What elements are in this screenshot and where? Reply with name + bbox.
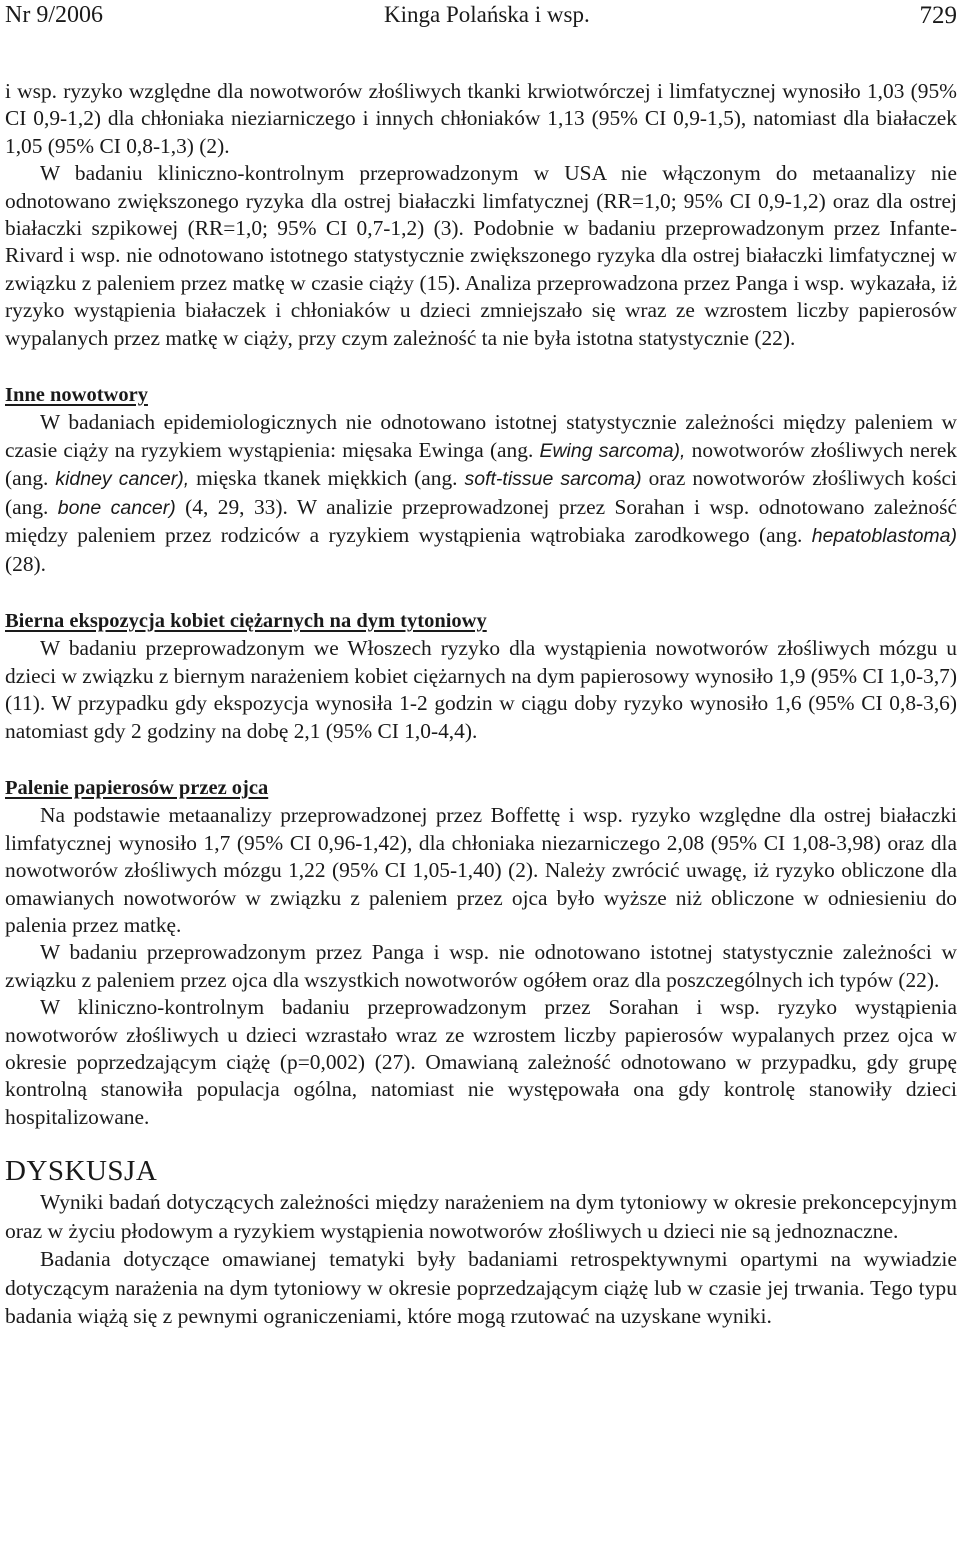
section-heading-bierna-ekspozycja: Bierna ekspozycja kobiet ciężarnych na dym tytoniowy (5, 609, 487, 632)
text-segment: (4, 29, 33). W analizie przeprowadzonej przez Sorahan i wsp. odnotowano zależność między paleniem przez rodziców a ryzykiem wystąpienia wątrobiaka zarodkowego (ang. (5, 494, 957, 548)
paragraph-continuation: i wsp. ryzyko względne dla nowotworów złośliwych tkanki krwiotwórczej i limfatycznej wynosiło 1,03 (95% CI 0,9-1,2) dla chłoniaka nieziarniczego i innych chłoniaków 1,13 (95% CI 0,9-1,5), natomiast dla białaczek 1,05 (95% CI 0,8-1,3) (2). (5, 79, 957, 158)
paragraph-bierna-ekspozycja: W badaniu przeprowadzonym we Włoszech ryzyko dla wystąpienia nowotworów złośliwych mózgu u dzieci w związku z biernym narażeniem kobiet ciężarnych na dym papierosowy wynosiło 1,9 (95% CI 1,0-3,7) (11). W przypadku gdy ekspozycja wynosiła 1-2 godzin w ciągu doby ryzyko wynosiło 1,6 (95% CI 0,8-3,6) natomiast gdy 2 godziny na dobę 2,1 (95% CI 1,0-4,4). (5, 636, 957, 743)
paragraph-ojca-panga: W badaniu przeprowadzonym przez Panga i wsp. nie odnotowano istotnej statystycznie zależności w związku z paleniem przez ojca dla wszystkich nowotworów ogółem oraz dla poszczególnych ich typów (22). (5, 940, 957, 992)
text-segment: W badaniach epidemiologicznych nie odnotowano istotnej statystycznie zależności między paleniem w czasie ciąży na ryzykiem wystąpienia: mięsaka Ewinga (ang. (5, 410, 957, 462)
paragraph-dyskusja-2: Badania dotyczące omawianej tematyki były badaniami retrospektywnymi opartymi na wywiadzie dotyczącym narażenia na dym tytoniowy w okresie poprzedzającym ciążę lub w czasie jej trwania. Tego typu badania wiążą się z pewnymi ograniczeniami, które mogą rzutować na uzyskane wyniki. (5, 1247, 957, 1329)
article-body (5, 78, 957, 1331)
term-ewing-sarcoma: Ewing sarcoma), (539, 439, 686, 462)
text-segment: nowotworów złośliwych nerek (ang. (5, 437, 958, 491)
paragraph-dyskusja-1: Wyniki badań dotyczących zależności między narażeniem na dym tytoniowy w okresie prekoncepcyjnym oraz w życiu płodowym a ryzykiem wystąpienia nowotworów złośliwych u dzieci nie są jednoznaczne. (5, 1190, 957, 1243)
text-segment: mięska tkanek miękkich (ang. (189, 466, 465, 491)
page (5, 0, 957, 1331)
paragraph-ojca-sorahan: W kliniczno-kontrolnym badaniu przeprowadzonym przez Sorahan i wsp. ryzyko wystąpienia nowotworów złośliwych u dzieci wzrastało wraz ze wzrostem liczby papierosów wypalanych przez ojca w okresie poprzedzającym ciążę (p=0,002) (27). Omawianą zależność odnotowano w przypadku, gdy grupę kontrolną stanowiła populacja ogólna, natomiast nie występowała ona gdy kontrolę stanowiły dzieci hospitalizowane. (5, 995, 957, 1129)
term-soft-tissue-sarcoma: soft-tissue sarcoma) (464, 468, 642, 491)
text-segment: (28). (5, 551, 46, 576)
term-bone-cancer: bone cancer) (57, 496, 176, 519)
term-kidney-cancer: kidney cancer), (55, 468, 190, 491)
text-segment: oraz nowotworów złośliwych kości (ang. (5, 466, 957, 519)
section-heading-dyskusja: DYSKUSJA (5, 1155, 158, 1188)
paragraph-ojca-metaanaliza: Na podstawie metaanalizy przeprowadzonej przez Boffettę i wsp. ryzyko względne dla ostrej białaczki limfatycznej wynosiło 1,7 (95% CI 0,96-1,42), dla chłoniaka niezarniczego 2,08 (95% CI 1,08-3,98) oraz dla nowotworów złośliwych mózgu 1,22 (95% CI 1,05-1,40) (2). Należy zwrócić uwagę, iż ryzyko obliczone dla omawianych nowotworów w związku z paleniem przez ojca było wyższe niż obliczone w odniesieniu do palenia przez matkę. (5, 803, 957, 937)
paragraph-inne-nowotwory (5, 409, 957, 577)
section-heading-inne-nowotwory: Inne nowotwory (5, 384, 148, 407)
page-number: 729 (919, 2, 957, 29)
running-header (5, 0, 957, 36)
section-heading-palenie-ojca: Palenie papierosów przez ojca (5, 776, 269, 799)
running-authors: Kinga Polańska i wsp. (384, 2, 590, 27)
term-hepatoblastoma: hepatoblastoma) (811, 525, 957, 548)
discussion-body (5, 1188, 957, 1331)
paragraph-usa-study: W badaniu kliniczno-kontrolnym przeprowadzonym w USA nie włączonym do metaanalizy nie odnotowano zwiększonego ryzyka dla ostrej białaczki limfatycznej (RR=1,0; 95% CI 0,9-1,2) oraz dla ostrej białaczki szpikowej (RR=1,0; 95% CI 0,7-1,2) (3). Podobnie w badaniu przeprowadzonym przez Infante-Rivard i wsp. nie odnotowano istotnego statystycznie zwiększonego ryzyka dla ostrej białaczki limfatycznej w związku z paleniem przez matkę w czasie ciąży (15). Analiza przeprowadzona przez Panga i wsp. wykazała, iż ryzyko wystąpienia białaczek i chłoniaków u dzieci zmniejszało się wraz ze wzrostem liczby papierosów wypalanych przez matkę w ciąży, przy czym zależność ta nie była istotna statystycznie (22). (5, 161, 957, 350)
issue-number: Nr 9/2006 (5, 2, 103, 28)
